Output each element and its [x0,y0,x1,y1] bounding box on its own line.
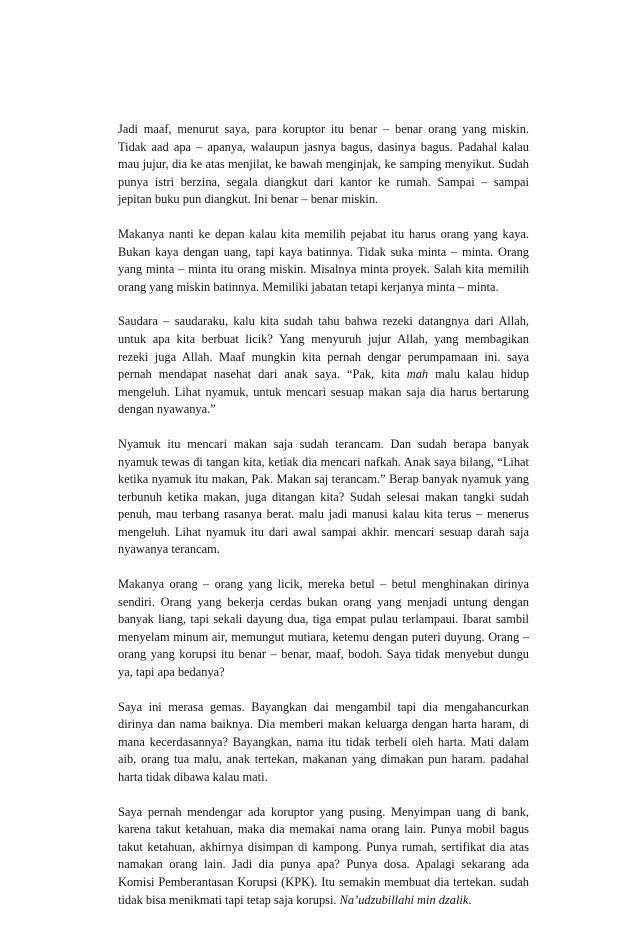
text-line: Tidak aad apa – apanya, walaupun jasnya bagus, dasinya bagus. Padahal kalau [118,139,529,154]
italic-phrase: Na’udzubillahi min dzalik [339,892,469,907]
text-line: Bukan kaya dengan uang, tapi kaya batinnya. Tidak suka minta – minta. Orang [118,244,529,259]
paragraph-3 [118,313,529,419]
text-line: jepitan buku pun diangkut. Ini benar – benar miskin. [118,192,379,207]
text-line: orang yang korupsi itu benar – benar, maaf, bodoh. Saya tidak menyebut dungu [118,647,529,662]
text-line: rezeki juga Allah. Maaf mungkin kita pernah dengar perumpamaan ini. saya [118,349,529,364]
text-run: pernah mendapat nasehat dari anak saya. “Pak, kita [118,367,407,382]
text-line: mengeluh. Lihat nyamuk itu dari awal sampai akhir. mencari sesuap darah saja [118,524,529,539]
text-line: Komisi Pemberantasan Korupsi (KPK). Itu semakin membuat dia tertekan. sudah [118,874,529,889]
text-line: nyamuk tewas di tangan kita, ketiak dia mencari nafkah. Anak saya bilang, “Lihat [118,454,529,469]
text-line: dirinya dan nama baiknya. Dia memberi makan keluarga dengan harta haram, di [118,717,529,732]
text-line: Jadi maaf, menurut saya, para koruptor itu benar – benar orang yang miskin. [118,122,529,136]
text-line: aib, orang tua malu, anak tertekan, makanan yang dimakan pun haram. padahal [118,752,529,767]
text-line: takut ketahuan, akhirnya disimpan di kampong. Punya rumah, sertifikat dia atas [118,839,529,854]
text-line [118,366,529,384]
text-line: ketika nyamuk itu makan, Pak. Makan saj terancam.” Berap banyak nyamuk yang [118,472,529,487]
text-line: orang yang miskin batinnya. Memiliki jabatan tetapi kerjanya minta – minta. [118,279,499,294]
text-line: ya, tapi apa bedanya? [118,665,225,680]
paragraph-6 [118,699,529,787]
text-line: karena takut ketahuan, maka dia memakai nama orang lain. Punya mobil bagus [118,822,529,837]
paragraph-4 [118,436,529,559]
text-line: yang minta – minta itu orang miskin. Misalnya minta proyek. Salah kita memilih [118,262,529,277]
text-run: tidak bisa menikmati tapi tetap saja korupsi. [118,892,340,907]
paragraph-7 [118,804,529,910]
text-line: dengan nyawanya.” [118,402,216,417]
text-line: Nyamuk itu mencari makan saja sudah terancam. Dan sudah berapa banyak [118,436,529,451]
text-line: penuh, mau terbang rasanya berat. malu jadi manusi kalau kita terus – menerus [118,507,529,522]
text-line [118,892,529,910]
text-line: Saya ini merasa gemas. Bayangkan dai mengambil tapi dia mengahancurkan [118,699,529,714]
text-run: . [468,892,472,907]
text-line: mau jujur, dia ke atas menjilat, ke bawah menginjak, ke samping menyikut. Sudah [118,157,529,172]
italic-word: mah [406,367,429,382]
paragraph-5 [118,576,529,682]
text-line: terbunuh ketika makan, juga ditangan kita? Sudah selesai makan tangki sudah [118,489,529,504]
text-line: mengeluh. Lihat nyamuk, untuk mencari sesuap makan saja dia harus bertarung [118,384,529,399]
paragraph-1 [118,121,529,209]
paragraph-2 [118,226,529,296]
text-line: menyelam minum air, memungut mutiara, ketemu dengan puteri duyung. Orang – [118,629,529,644]
text-line: mana kecerdasannya? Bayangkan, nama itu tidak terbeli oleh harta. Mati dalam [118,734,529,749]
text-line: namakan orang lain. Jadi dia punya apa? Punya dosa. Apalagi sekarang ada [118,857,529,872]
document-page [118,121,529,926]
text-line: Makanya orang – orang yang licik, mereka betul – betul menghinakan dirinya [118,577,529,592]
text-line: nyawanya terancam. [118,542,220,557]
text-line: sendiri. Orang yang bekerja cerdas bukan orang yang menjadi untung dengan [118,594,529,609]
text-line: Makanya nanti ke depan kalau kita memilih pejabat itu harus orang yang kaya. [118,226,529,241]
text-line: Saudara – saudaraku, kalu kita sudah tahu bahwa rezeki datangnya dari Allah, [118,314,529,329]
text-line: Saya pernah mendengar ada koruptor yang pusing. Menyimpan uang di bank, [118,804,529,819]
text-run: malu kalau hidup [428,367,530,382]
text-line: harta tidak dibawa kalau mati. [118,770,268,784]
text-line: untuk apa kita berbuat licik? Yang menyuruh jujur Allah, yang membagikan [118,331,529,346]
text-line: banyak liang, tapi sekali dayung dua, tiga empat pulau terlampaui. Ibarat sambil [118,612,529,627]
text-line: punya istri berzina, segala diangkut dari kantor ke rumah. Sampai – sampai [118,174,529,189]
